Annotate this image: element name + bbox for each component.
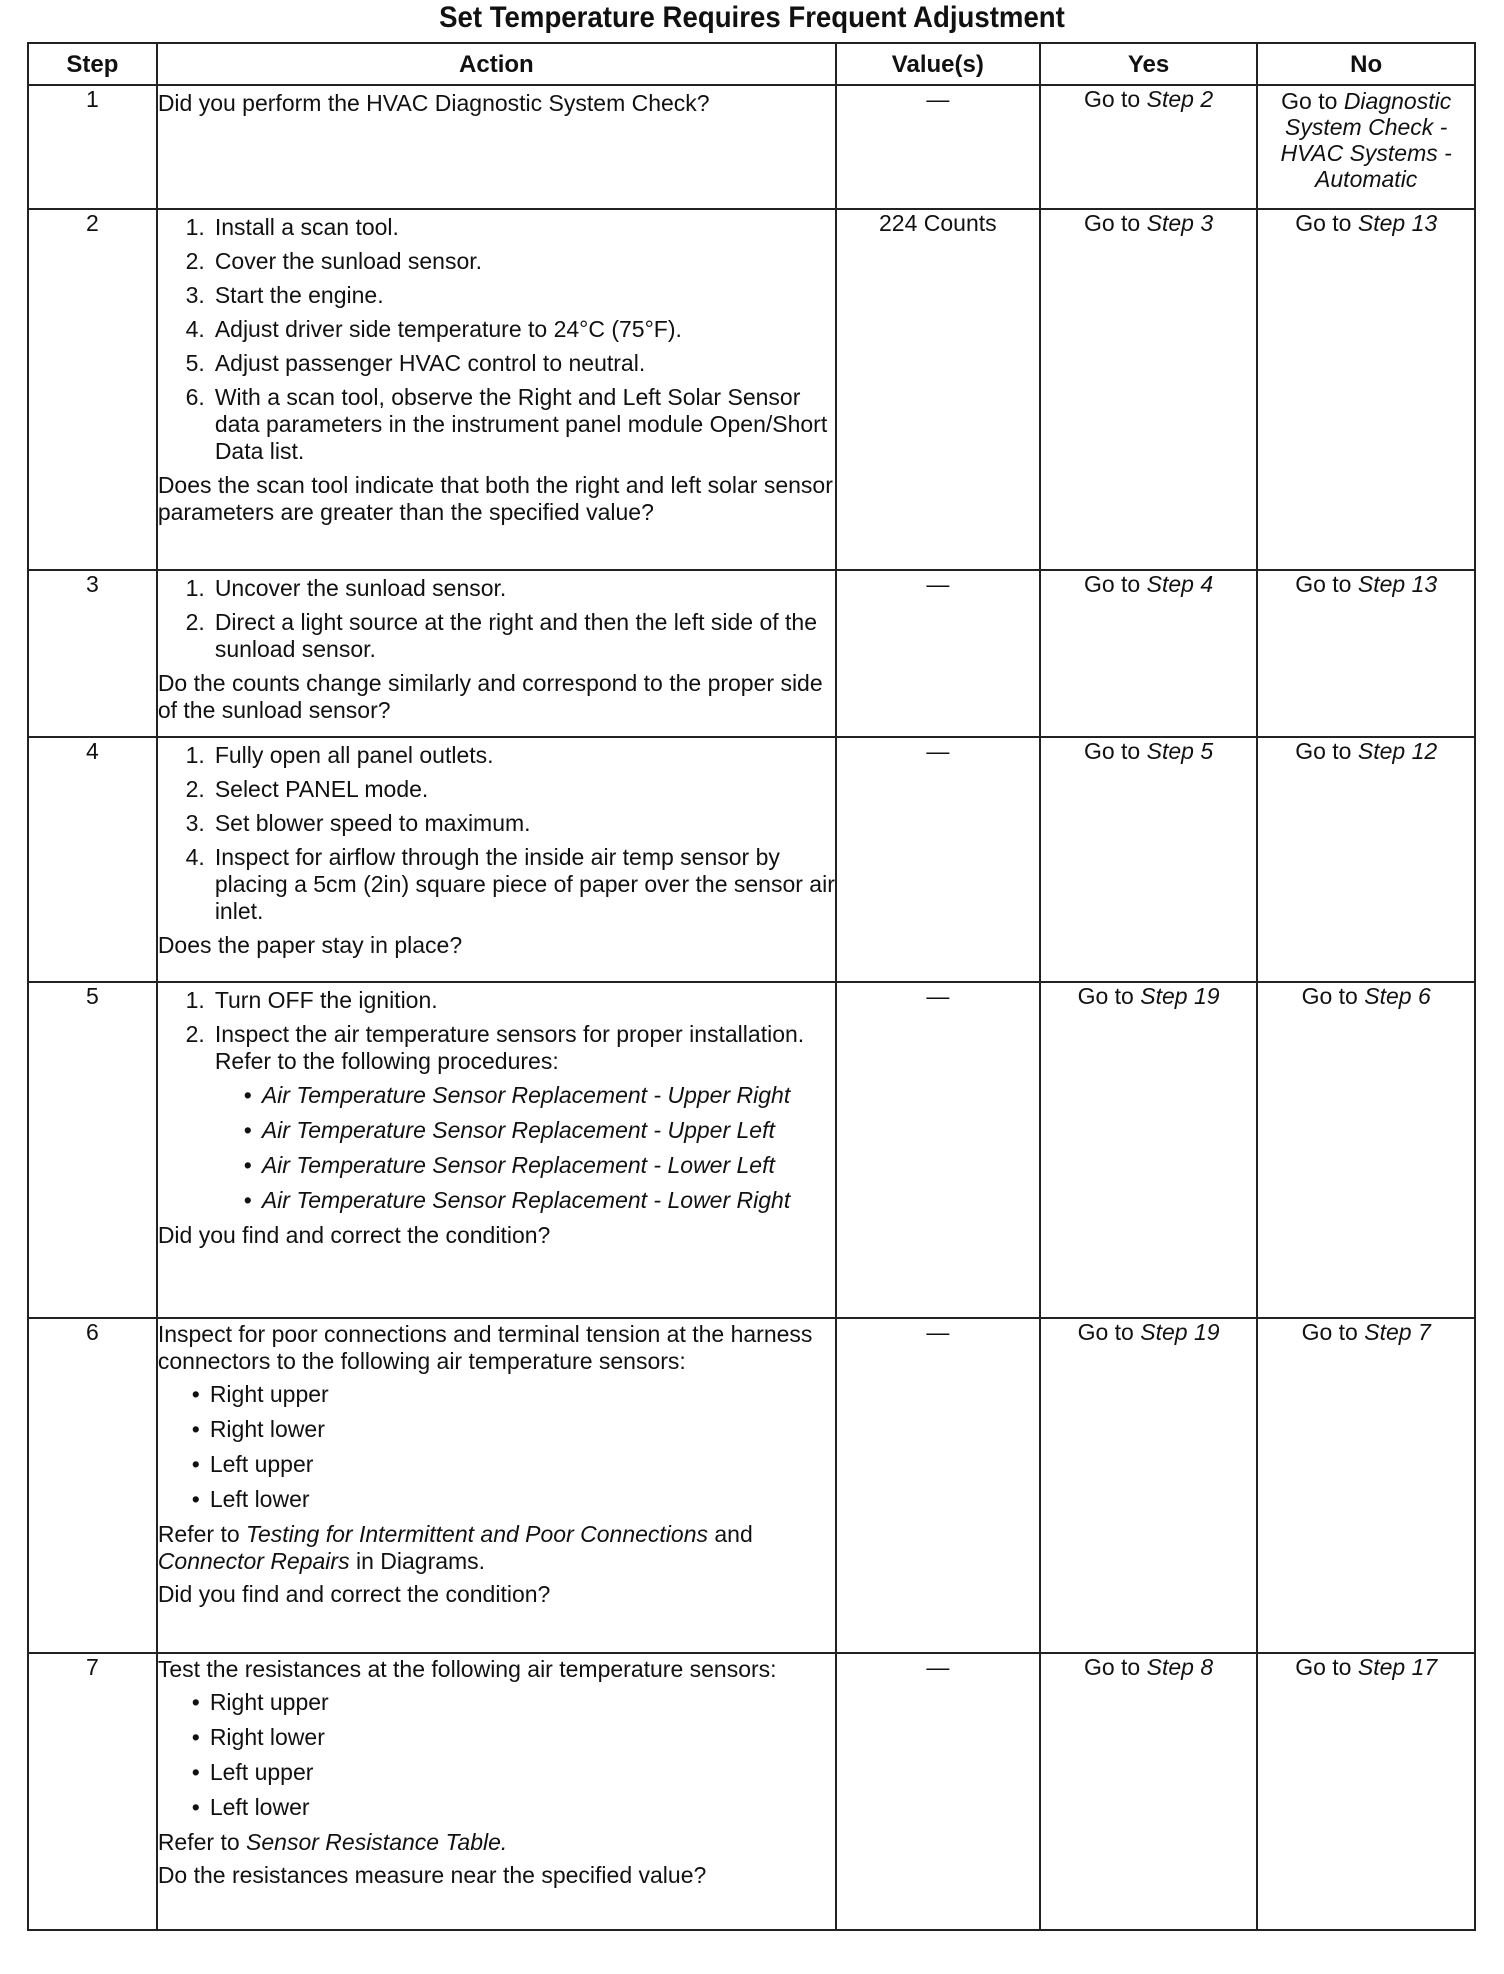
no-step-link[interactable]: Automatic [1315, 166, 1418, 192]
go-to-label: Go to [1083, 86, 1141, 112]
action-question: Did you find and correct the condition? [157, 1581, 551, 1607]
procedure-link[interactable]: Air Temperature Sensor Replacement - Upper Left [261, 1117, 775, 1143]
no-step-link[interactable]: System Check - [1285, 114, 1448, 140]
list-item: • Right upper [191, 1381, 329, 1407]
reference-link[interactable]: Connector Repairs [157, 1548, 350, 1574]
action-cell [157, 570, 836, 737]
action-question: Do the counts change similarly and correspond to the proper side of the sunload sensor? [157, 670, 823, 723]
action-question: Does the paper stay in place? [157, 932, 463, 958]
list-item: • Right lower [191, 1416, 325, 1442]
procedure-link[interactable]: Air Temperature Sensor Replacement - Upper Right [261, 1082, 791, 1108]
list-item: • Right lower [191, 1724, 325, 1750]
step-number: 6 [28, 1318, 157, 1653]
value-cell: 224 Counts [836, 209, 1040, 570]
action-cell [157, 737, 836, 982]
action-intro: Inspect for poor connections and terminal tension at the harness connectors to the following air temperature sensors: [157, 1321, 813, 1374]
yes-cell: Go to Step 19 [1040, 1318, 1258, 1653]
list-item: 4. Inspect for airflow through the inside air temp sensor by placing a 5cm (2in) square piece of paper over the sensor air inlet. [185, 844, 835, 924]
action-question: Do the resistances measure near the specified value? [157, 1862, 707, 1888]
list-item: • Left upper [191, 1759, 314, 1785]
yes-step-link[interactable]: Step 4 [1146, 571, 1214, 597]
yes-cell [1040, 85, 1258, 209]
no-step-link[interactable]: Step 6 [1364, 983, 1431, 1009]
page-title: Set Temperature Requires Frequent Adjustment [439, 1, 1065, 34]
action-question: Does the scan tool indicate that both the right and left solar sensor parameters are greater than the specified value? [157, 472, 833, 525]
refer-text: Refer to Testing for Intermittent and Poor Connections and Connector Repairs in Diagrams. [157, 1521, 753, 1574]
action-steps [158, 575, 835, 663]
yes-cell: Go to Step 3 [1040, 209, 1258, 570]
header-step: Step [28, 43, 157, 85]
header-yes: Yes [1040, 43, 1258, 85]
action-cell [157, 85, 836, 209]
table-row [28, 1653, 1475, 1930]
reference-link[interactable]: Sensor Resistance Table. [246, 1829, 508, 1855]
procedure-link[interactable]: Air Temperature Sensor Replacement - Lower Right [261, 1187, 791, 1213]
table-row [28, 85, 1475, 209]
no-cell: Go to Step 13 [1257, 570, 1475, 737]
no-cell: Go to Step 12 [1257, 737, 1475, 982]
value-cell: — [836, 1318, 1040, 1653]
diagnostic-table [27, 42, 1476, 1931]
list-item: 3. Set blower speed to maximum. [185, 810, 531, 836]
value-cell: — [836, 737, 1040, 982]
value-cell: — [836, 570, 1040, 737]
yes-step-link[interactable]: Step 2 [1146, 86, 1214, 112]
yes-cell: Go to Step 5 [1040, 737, 1258, 982]
no-step-link[interactable]: Diagnostic [1343, 88, 1452, 114]
no-cell: Go to Step 17 [1257, 1653, 1475, 1930]
header-no: No [1257, 43, 1475, 85]
yes-cell: Go to Step 8 [1040, 1653, 1258, 1930]
table-row [28, 982, 1475, 1318]
yes-step-link[interactable]: Step 8 [1146, 1654, 1214, 1680]
no-step-link[interactable]: Step 13 [1357, 210, 1438, 236]
action-cell [157, 982, 836, 1318]
action-steps [158, 987, 835, 1075]
list-item: • Right upper [191, 1689, 329, 1715]
action-cell [157, 1318, 836, 1653]
sensor-list [158, 1381, 835, 1513]
no-cell: Go to Step 6 [1257, 982, 1475, 1318]
step-number: 4 [28, 737, 157, 982]
list-item: 6. With a scan tool, observe the Right and Left Solar Sensor data parameters in the instrument panel module Open/Short Data list. [185, 384, 828, 464]
list-item: 2. Select PANEL mode. [185, 776, 429, 802]
step-number: 5 [28, 982, 157, 1318]
yes-cell: Go to Step 19 [1040, 982, 1258, 1318]
no-step-link[interactable]: HVAC Systems - [1280, 140, 1452, 166]
step-number: 2 [28, 209, 157, 570]
list-item: 4. Adjust driver side temperature to 24°C (75°F). [185, 316, 682, 342]
list-item: 2. Cover the sunload sensor. [185, 248, 483, 274]
reference-link[interactable]: Testing for Intermittent and Poor Connections [246, 1521, 708, 1547]
list-item: • Air Temperature Sensor Replacement - Upper Right [243, 1082, 791, 1108]
list-item: • Left upper [191, 1451, 314, 1477]
yes-step-link[interactable]: Step 3 [1146, 210, 1214, 236]
action-steps [158, 742, 835, 925]
action-cell [157, 1653, 836, 1930]
go-to-label: Go to [1281, 88, 1338, 114]
no-step-link[interactable]: Step 12 [1357, 738, 1438, 764]
list-item: • Left lower [191, 1486, 310, 1512]
list-item: 2. Inspect the air temperature sensors for proper installation. Refer to the following procedures: [185, 1021, 805, 1074]
list-item: 1. Fully open all panel outlets. [185, 742, 494, 768]
procedure-list [158, 1082, 835, 1214]
step-number: 1 [28, 85, 157, 209]
list-item: 5. Adjust passenger HVAC control to neutral. [185, 350, 646, 376]
value-cell: — [836, 85, 1040, 209]
list-item: 1. Turn OFF the ignition. [185, 987, 438, 1013]
step-number: 7 [28, 1653, 157, 1930]
step-number: 3 [28, 570, 157, 737]
no-cell: Go to Step 7 [1257, 1318, 1475, 1653]
procedure-link[interactable]: Air Temperature Sensor Replacement - Lower Left [261, 1152, 775, 1178]
action-question: Did you perform the HVAC Diagnostic System Check? [157, 90, 710, 116]
yes-cell: Go to Step 4 [1040, 570, 1258, 737]
list-item: • Air Temperature Sensor Replacement - Lower Left [243, 1152, 775, 1178]
list-item: 1. Install a scan tool. [185, 214, 399, 240]
list-item: 3. Start the engine. [185, 282, 384, 308]
no-cell: Go to Step 13 [1257, 209, 1475, 570]
list-item: • Air Temperature Sensor Replacement - Upper Left [243, 1117, 775, 1143]
no-cell [1257, 85, 1475, 209]
value-cell: — [836, 1653, 1040, 1930]
sensor-list [158, 1689, 835, 1821]
table-header-row [28, 43, 1475, 85]
no-step-link[interactable]: Step 7 [1364, 1319, 1431, 1345]
refer-text: Refer to Sensor Resistance Table. [157, 1829, 508, 1855]
no-step-link[interactable]: Step 17 [1357, 1654, 1438, 1680]
list-item: 1. Uncover the sunload sensor. [185, 575, 507, 601]
table-row [28, 737, 1475, 982]
action-intro: Test the resistances at the following air temperature sensors: [157, 1656, 777, 1682]
header-values: Value(s) [836, 43, 1040, 85]
action-cell [157, 209, 836, 570]
yes-step-link[interactable]: Step 19 [1140, 1319, 1220, 1345]
action-steps [158, 214, 835, 465]
table-row [28, 570, 1475, 737]
table-row [28, 1318, 1475, 1653]
no-step-link[interactable]: Step 13 [1357, 571, 1438, 597]
list-item: 2. Direct a light source at the right and then the left side of the sunload sensor. [185, 609, 818, 662]
no-line [1281, 88, 1451, 114]
value-cell: — [836, 982, 1040, 1318]
header-action: Action [157, 43, 836, 85]
table-row [28, 209, 1475, 570]
action-question: Did you find and correct the condition? [157, 1222, 551, 1248]
yes-step-link[interactable]: Step 5 [1146, 738, 1214, 764]
list-item: • Air Temperature Sensor Replacement - Lower Right [243, 1187, 791, 1213]
yes-step-link[interactable]: Step 19 [1140, 983, 1220, 1009]
list-item: • Left lower [191, 1794, 310, 1820]
